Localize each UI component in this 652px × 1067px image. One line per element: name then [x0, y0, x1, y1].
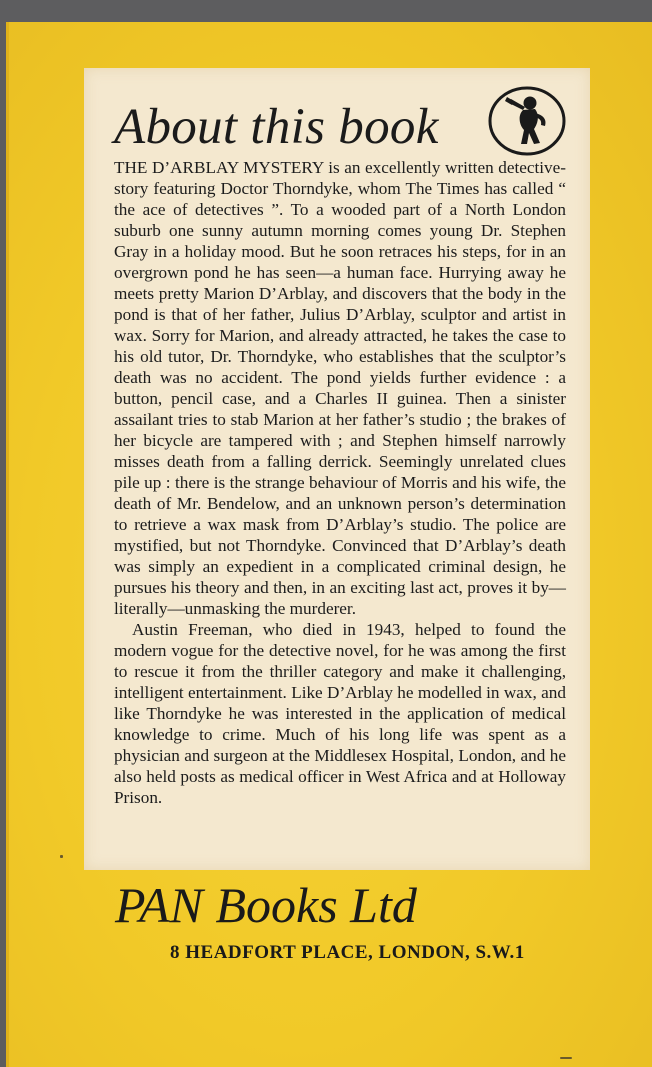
book-description: [114, 157, 566, 808]
page-title: About this book: [114, 99, 439, 155]
print-speck: [560, 1057, 572, 1059]
description-paragraph: THE D’ARBLAY MYSTERY is an excellently written detective-story featuring Doctor Thorndyke, whom The Times has called “ the ace of detectives ”. To a wooded part of a North London suburb one sunny autumn morning comes young Dr. Stephen Gray in a holiday mood. But he soon retraces his steps, for in an overgrown pond he has seen—a human face. Hurrying away he meets pretty Marion D’Arblay, and discovers that the body in the pond is that of her father, Julius D’Arblay, sculptor and artist in wax. Sorry for Marion, and already attracted, he takes the case to his old tutor, Dr. Thorndyke, who establishes that the sculptor’s death was no accident. The pond yields further evidence : a button, pencil case, and a Charles II guinea. Then a sinister assailant tries to stab Marion at her father’s studio ; the brakes of her bicycle are tampered with ; and Stephen himself narrowly misses death from a falling derrick. Seemingly unrelated clues pile up : there is the strange behaviour of Morris and his wife, the death of Mr. Bendelow, and an unknown person’s determination to retrieve a wax mask from D’Arblay’s studio. The police are mystified, but not Thorndyke. Convinced that D’Arblay’s death was simply an expedient in a complicated criminal design, he pursues his theory and then, in an exciting last act, proves it by—literally—unmasking the murderer.: [114, 158, 566, 618]
publisher-address: 8 HEADFORT PLACE, LONDON, S.W.1: [170, 942, 525, 963]
print-speck: [60, 855, 63, 858]
author-paragraph: Austin Freeman, who died in 1943, helped to found the modern vogue for the detective novel, for he was among the first to rescue it from the thriller category and make it challenging, intelligent entertainment. Like D’Arblay he modelled in wax, and like Thorndyke he was interested in the application of medical knowledge to crime. Much of his long life was spent as a physician and surgeon at the Middlesex Hospital, London, and he also held posts as medical officer in West Africa and at Holloway Prison.: [114, 620, 566, 807]
publisher-name: PAN Books Ltd: [115, 877, 417, 933]
pan-piper-logo-icon: [487, 86, 567, 156]
